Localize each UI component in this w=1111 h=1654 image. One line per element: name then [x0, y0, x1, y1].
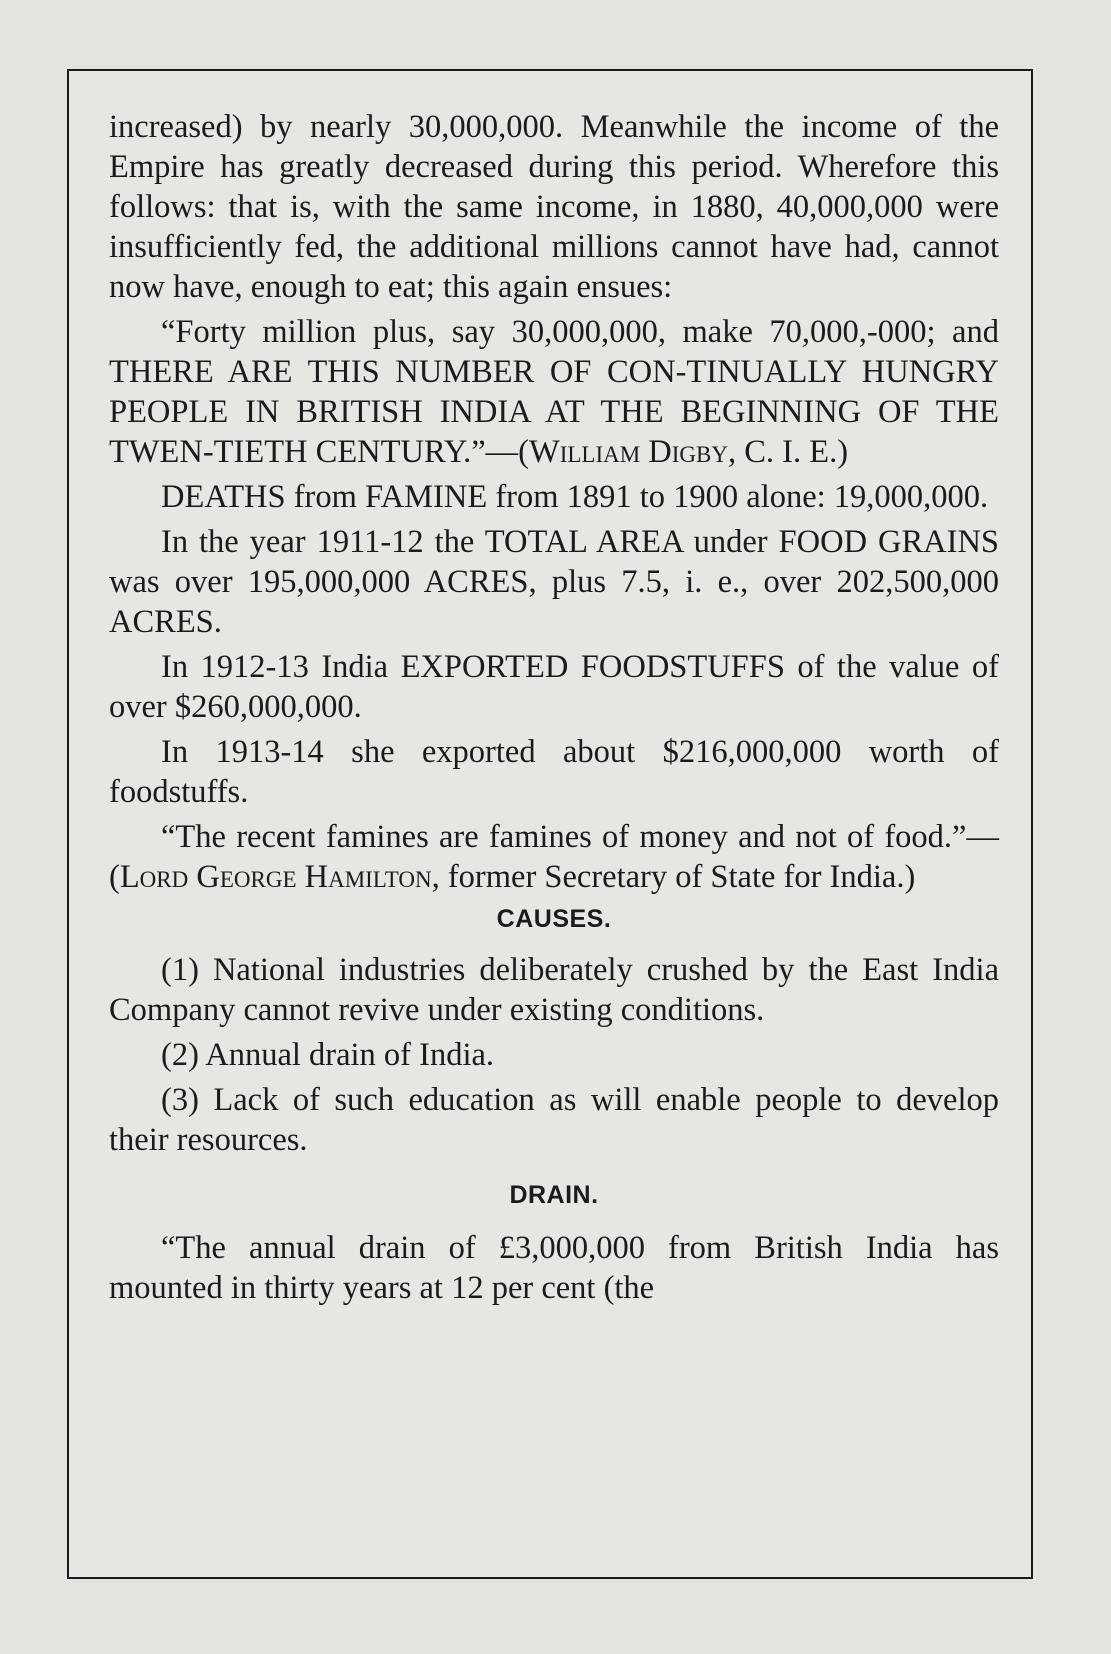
page-text	[109, 107, 999, 1313]
quote-text: “The recent famines are famines of money and not of food.”—(	[109, 819, 999, 895]
author-name: William Digby	[529, 434, 728, 470]
paragraph-text: In 1912-13 India EXPORTED FOODSTUFFS of the value of over $260,000,000.	[109, 649, 999, 725]
paragraph-text: In 1913-14 she exported about $216,000,000 worth of foodstuffs.	[109, 734, 999, 810]
cause-text: (3) Lack of such education as will enable people to develop their resources.	[109, 1082, 999, 1158]
cause-item	[109, 950, 999, 1030]
cause-text: (2) Annual drain of India.	[161, 1037, 495, 1073]
paragraph-text: increased) by nearly 30,000,000. Meanwhile the income of the Empire has greatly decreased during this period. Wherefore this follows: that is, with the same income, in 1880, 40,000,000 were insufficiently fed, the additional millions cannot have had, cannot now have, enough to eat; this again ensues:	[109, 109, 999, 305]
page-border-frame	[67, 69, 1033, 1579]
paragraph-text: DEATHS from FAMINE from 1891 to 1900 alone: 19,000,000.	[161, 479, 989, 515]
paragraph-population-increase	[109, 107, 999, 307]
paragraph-food-grain-area	[109, 522, 999, 642]
paragraph-drain-quote	[109, 1228, 999, 1308]
author-name: Lord George Hamilton	[119, 859, 432, 895]
author-title: , C. I. E.)	[727, 434, 849, 470]
quote-text: “Forty million plus, say 30,000,000, make 70,000,-000; and THERE ARE THIS NUMBER OF CON-TINUALLY HUNGRY PEOPLE IN BRITISH INDIA AT THE BEGINNING OF THE TWEN-TIETH CENTURY.”—(	[109, 314, 999, 470]
section-heading-causes: CAUSES.	[496, 905, 612, 933]
cause-item	[109, 1080, 999, 1160]
paragraph-famine-deaths	[109, 477, 999, 517]
section-heading-drain: DRAIN.	[509, 1181, 599, 1209]
cause-item	[109, 1035, 999, 1075]
quote-hamilton	[109, 817, 999, 897]
paragraph-exports-1912	[109, 647, 999, 727]
cause-text: (1) National industries deliberately crushed by the East India Company cannot revive under existing conditions.	[109, 952, 999, 1028]
paragraph-exports-1913	[109, 732, 999, 812]
paragraph-text: “The annual drain of £3,000,000 from British India has mounted in thirty years at 12 per cent (the	[109, 1230, 999, 1306]
paragraph-text: In the year 1911-12 the TOTAL AREA under FOOD GRAINS was over 195,000,000 ACRES, plus 7.5, i. e., over 202,500,000 ACRES.	[109, 524, 999, 640]
quote-digby	[109, 312, 999, 472]
author-title: , former Secretary of State for India.)	[431, 859, 916, 895]
